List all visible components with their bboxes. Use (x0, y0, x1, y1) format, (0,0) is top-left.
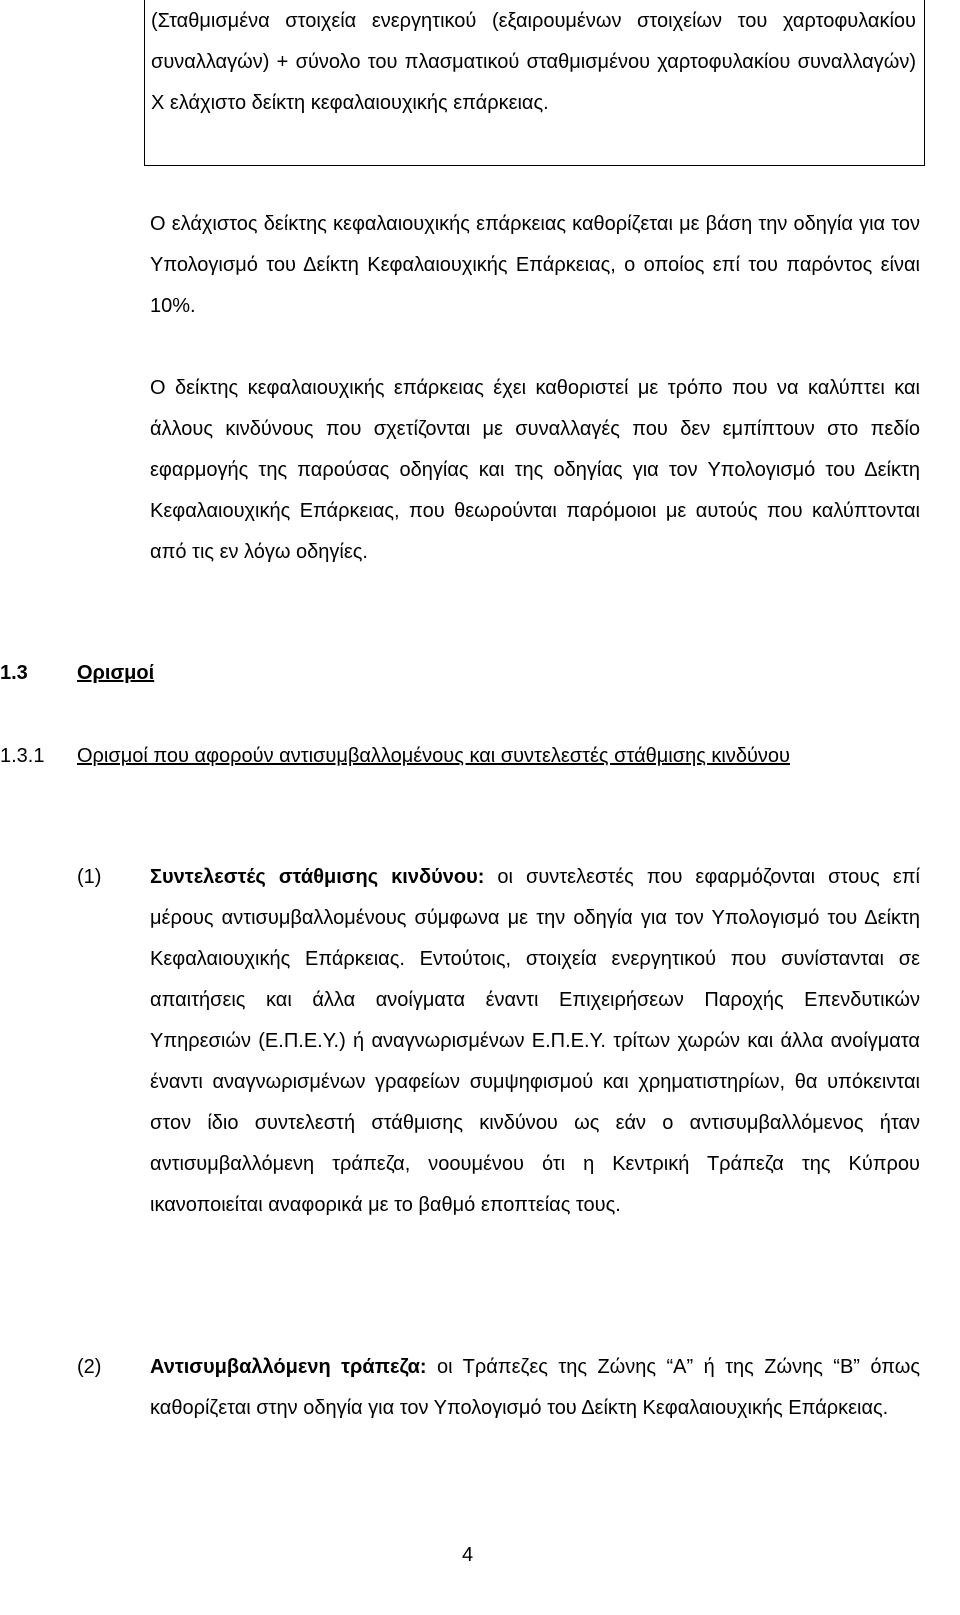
definition-term: Συντελεστές στάθμισης κινδύνου: (150, 866, 485, 888)
definition-item (150, 1347, 920, 1429)
paragraph-ratio-coverage: Ο δείκτης κεφαλαιουχικής επάρκειας έχει καθοριστεί με τρόπο που να καλύπτει και άλλους κινδύνους που σχετίζονται με συναλλαγές που δεν εμπίπτουν στο πεδίο εφαρμογής της παρούσας οδηγίας και της οδηγίας για τον Υπολογισμό του Δείκτη Κεφαλαιουχικής Επάρκειας, που θεωρούνται παρόμοιοι με αυτούς που καλύπτονται από τις εν λόγω οδηγίες. (150, 377, 920, 563)
page-number: 4 (461, 1544, 474, 1566)
definition-number: (1) (77, 866, 102, 888)
definition-text: οι συντελεστές που εφαρμόζονται στους επί μέρους αντισυμβαλλομένους σύμφωνα με την οδηγία για τον Υπολογισμό του Δείκτη Κεφαλαιουχικής Επάρκειας. Εντούτοις, στοιχεία ενεργητικού που συνίστανται σε απαιτήσεις και άλλα ανοίγματα έναντι Επιχειρήσεων Παροχής Επενδυτικών Υπηρεσιών (Ε.Π.Ε.Υ.) ή αναγνωρισμένων Ε.Π.Ε.Υ. τρίτων χωρών και άλλα ανοίγματα έναντι αναγνωρισμένων γραφείων συμψηφισμού και χρηματιστηρίων, θα υπόκεινται στον ίδιο συντελεστή στάθμισης κινδύνου ως εάν ο αντισυμβαλλόμενος ήταν αντισυμβαλλόμενη τράπεζα, νοουμένου ότι η Κεντρική Τράπεζα της Κύπρου ικανοποιείται αναφορικά με το βαθμό εποπτείας τους. (150, 866, 920, 1216)
formula-text: (Σταθμισμένα στοιχεία ενεργητικού (εξαιρουμένων στοιχείων του χαρτοφυλακίου συναλλαγών) + σύνολο του πλασματικού σταθμισμένου χαρτοφυλακίου συναλλαγών) Χ ελάχιστο δείκτη κεφαλαιουχικής επάρκειας. (151, 10, 916, 114)
definition-number: (2) (77, 1356, 102, 1378)
definition-term: Αντισυμβαλλόμενη τράπεζα: (150, 1356, 427, 1378)
subsection-title: Ορισμοί που αφορούν αντισυμβαλλομένους και συντελεστές στάθμισης κινδύνου (77, 745, 790, 767)
definition-text: οι Τράπεζες της Ζώνης “Α” ή της Ζώνης “Β” όπως καθορίζεται στην οδηγία για τον Υπολογισμό του Δείκτη Κεφαλαιουχικής Επάρκειας. (150, 1356, 921, 1419)
section-number: 1.3 (0, 662, 28, 684)
section-title: Ορισμοί (77, 662, 155, 684)
formula-box (144, 0, 925, 166)
paragraph-min-ratio: Ο ελάχιστος δείκτης κεφαλαιουχικής επάρκειας καθορίζεται με βάση την οδηγία για τον Υπολογισμό του Δείκτη Κεφαλαιουχικής Επάρκειας, ο οποίος επί του παρόντος είναι 10%. (150, 213, 920, 317)
subsection-number: 1.3.1 (0, 745, 45, 767)
definition-item (150, 857, 920, 1226)
